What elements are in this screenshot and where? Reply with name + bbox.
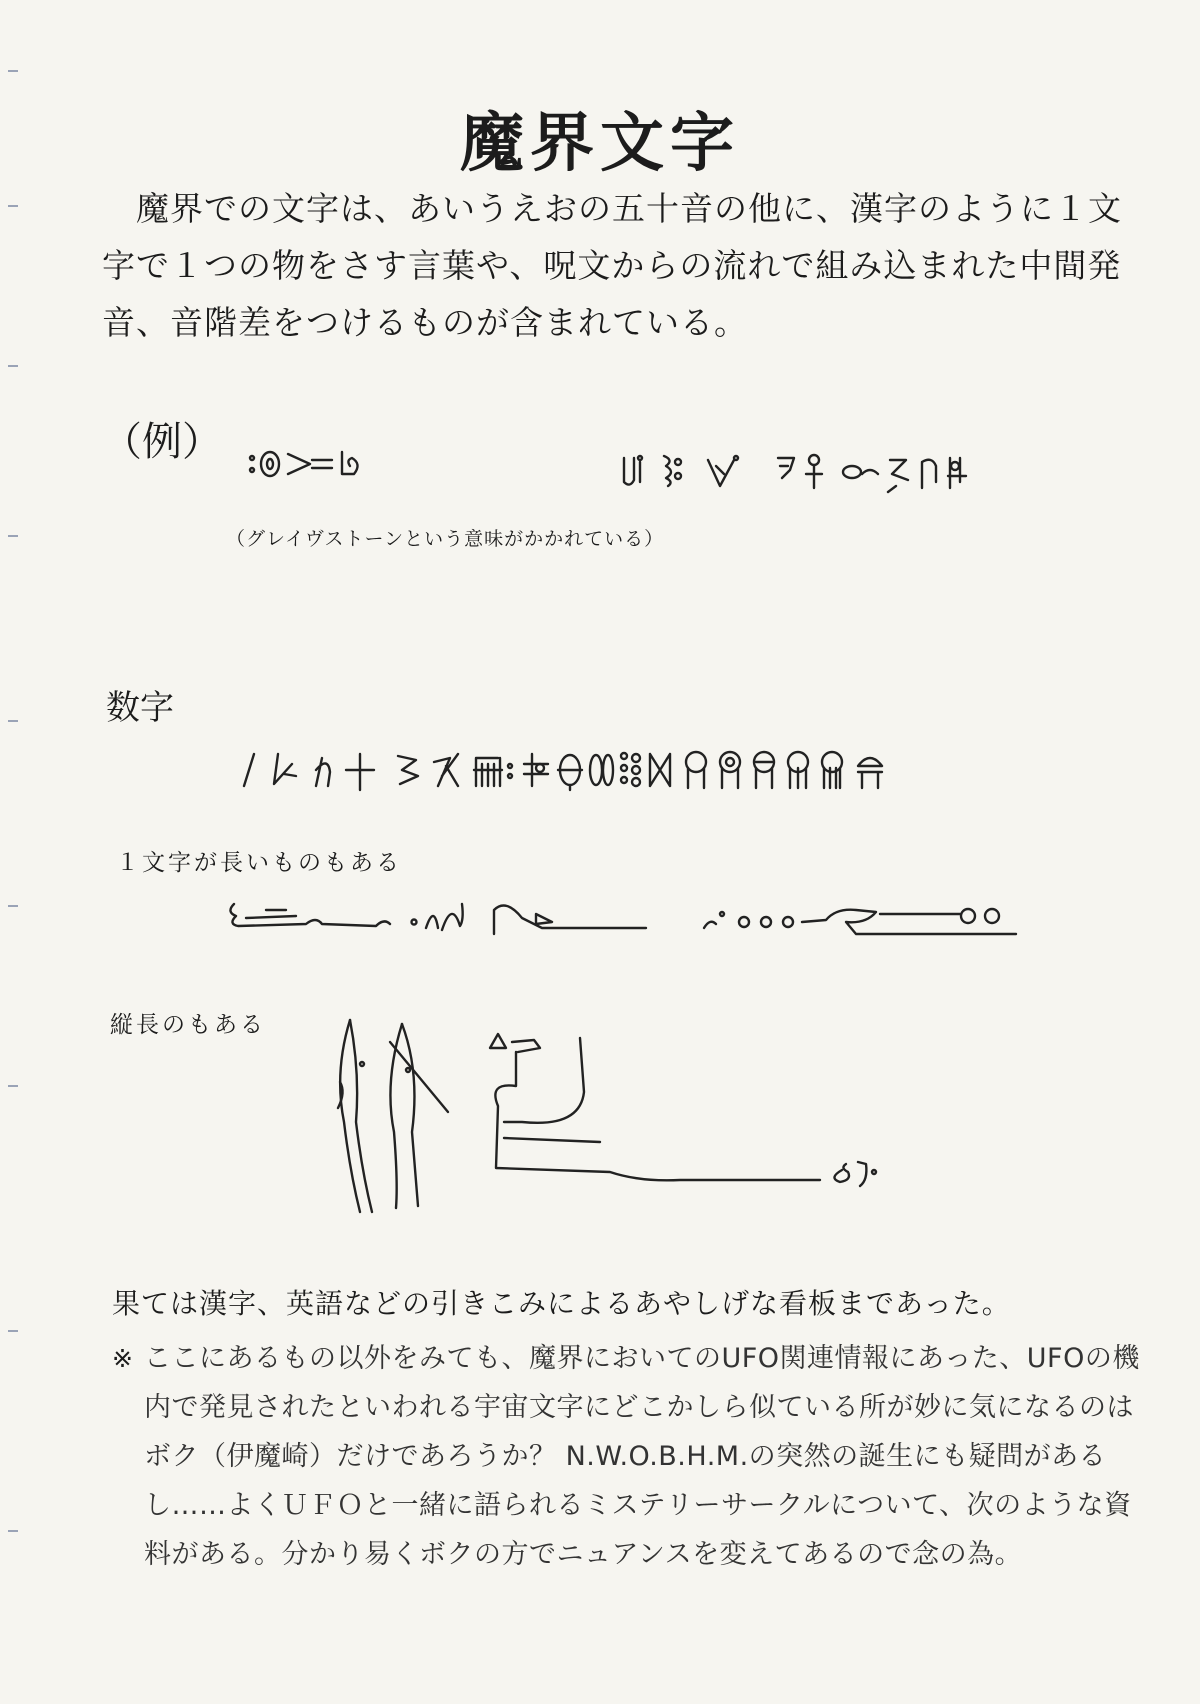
numeral-glyphs <box>236 746 996 796</box>
binder-mark <box>8 1530 18 1532</box>
vertical-glyphs <box>320 1012 940 1232</box>
binder-mark <box>8 535 18 537</box>
note-mark: ※ <box>112 1344 133 1373</box>
long-glyphs <box>226 890 1026 950</box>
example-glyphs-right <box>620 452 1020 508</box>
binder-mark <box>8 720 18 722</box>
example-glyphs-left <box>246 448 386 498</box>
intro-paragraph: 魔界での文字は、あいうえおの五十音の他に、漢字のように１文字で１つの物をさす言葉や、呪文からの流れで組み込まれた中間発音、音階差をつけるものが含まれている。 <box>102 189 1122 342</box>
closing-sentence: 果ては漢字、英語などの引きこみによるあやしげな看板まであった。 <box>112 1287 1011 1320</box>
vertical-chars-label: 縦長のもある <box>110 1012 266 1038</box>
footnote-paragraph: ここにあるもの以外をみても、魔界においてのUFO関連情報にあった、UFOの機内で発見されたといわれる宇宙文字にどこかしら似ている所が妙に気になるのはボク（伊魔崎）だけであろうか？ N.W.O.B.H.M.の突然の誕生にも疑問があるし……よくＵＦＯと一緒に語られるミステリーサークルについて、次のような資料がある。分かり易くボクの方でニュアンスを変えてあるので念の為。 <box>144 1343 1140 1570</box>
binder-mark <box>8 205 18 207</box>
page-title: 魔界文字 <box>460 107 740 181</box>
binder-mark <box>8 70 18 72</box>
example-label: （例） <box>102 419 222 465</box>
long-chars-label: １文字が長いものもある <box>116 850 402 876</box>
example-caption: （グレイヴストーンという意味がかかれている） <box>226 528 665 550</box>
binder-mark <box>8 1330 18 1332</box>
numbers-heading: 数字 <box>106 688 174 728</box>
binder-mark <box>8 905 18 907</box>
binder-mark <box>8 365 18 367</box>
binder-mark <box>8 1085 18 1087</box>
